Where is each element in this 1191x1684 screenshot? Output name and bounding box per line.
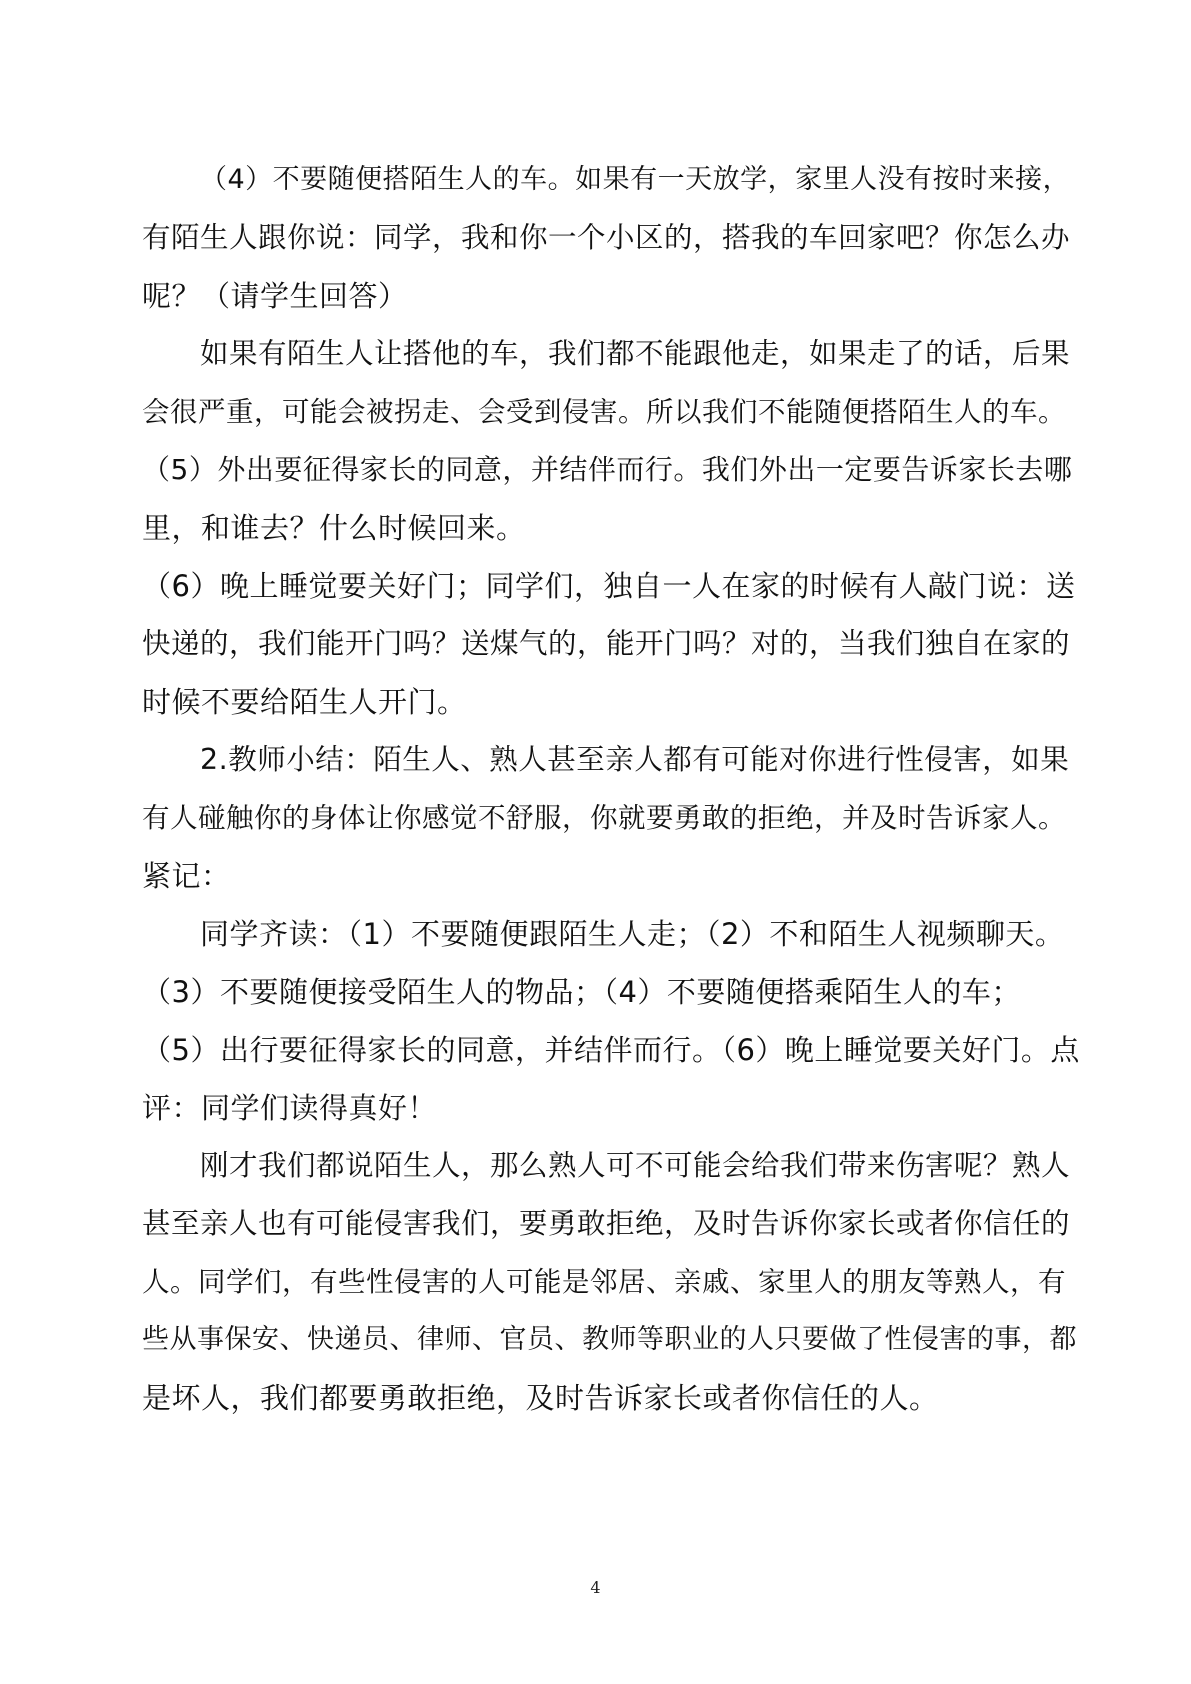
text-line: 刚才我们都说陌生人，那么熟人可不可能会给我们带来伤害呢？熟人	[200, 1149, 1071, 1182]
text-line: （5）出行要征得家长的同意，并结伴而行。（6）晚上睡觉要关好门。点	[142, 1033, 1080, 1067]
text-line: 些从事保安、快递员、律师、官员、教师等职业的人只要做了性侵害的事，都	[142, 1324, 1077, 1355]
text-line: 快递的，我们能开门吗？送煤气的，能开门吗？对的，当我们独自在家的	[142, 627, 1071, 660]
text-line: （5）外出要征得家长的同意，并结伴而行。我们外出一定要告诉家长去哪	[142, 453, 1073, 486]
text-line: 2.教师小结：陌生人、熟人甚至亲人都有可能对你进行性侵害，如果	[200, 743, 1070, 776]
text-line: 紧记：	[142, 859, 231, 893]
text-line: 人。同学们，有些性侵害的人可能是邻居、亲戚、家里人的朋友等熟人，有	[142, 1266, 1066, 1298]
page-number: 4	[590, 1578, 601, 1597]
text-line: 评：同学们读得真好！	[142, 1091, 438, 1125]
text-line: （6）晚上睡觉要关好门；同学们，独自一人在家的时候有人敲门说：送	[142, 569, 1076, 603]
text-line: 如果有陌生人让搭他的车，我们都不能跟他走，如果走了的话，后果	[200, 337, 1071, 370]
text-line: 有陌生人跟你说：同学，我和你一个小区的，搭我的车回家吧？你怎么办	[142, 221, 1071, 254]
text-line: 甚至亲人也有可能侵害我们，要勇敢拒绝，及时告诉你家长或者你信任的	[142, 1207, 1071, 1240]
text-line: 同学齐读：（1）不要随便跟陌生人走；（2）不和陌生人视频聊天。	[200, 917, 1065, 951]
text-line: 会很严重，可能会被拐走、会受到侵害。所以我们不能随便搭陌生人的车。	[142, 396, 1066, 428]
text-line: 有人碰触你的身体让你感觉不舒服，你就要勇敢的拒绝，并及时告诉家人。	[142, 802, 1066, 834]
text-line: 是坏人，我们都要勇敢拒绝，及时告诉家长或者你信任的人。	[142, 1381, 939, 1415]
text-line: 里，和谁去？什么时候回来。	[142, 511, 526, 545]
text-line: （4）不要随便搭陌生人的车。如果有一天放学，家里人没有按时来接，	[200, 164, 1071, 195]
text-line: 呢？（请学生回答）	[142, 279, 408, 313]
text-line: （3）不要随便接受陌生人的物品；（4）不要随便搭乘陌生人的车；	[142, 975, 1021, 1009]
text-line: 时候不要给陌生人开门。	[142, 685, 467, 719]
